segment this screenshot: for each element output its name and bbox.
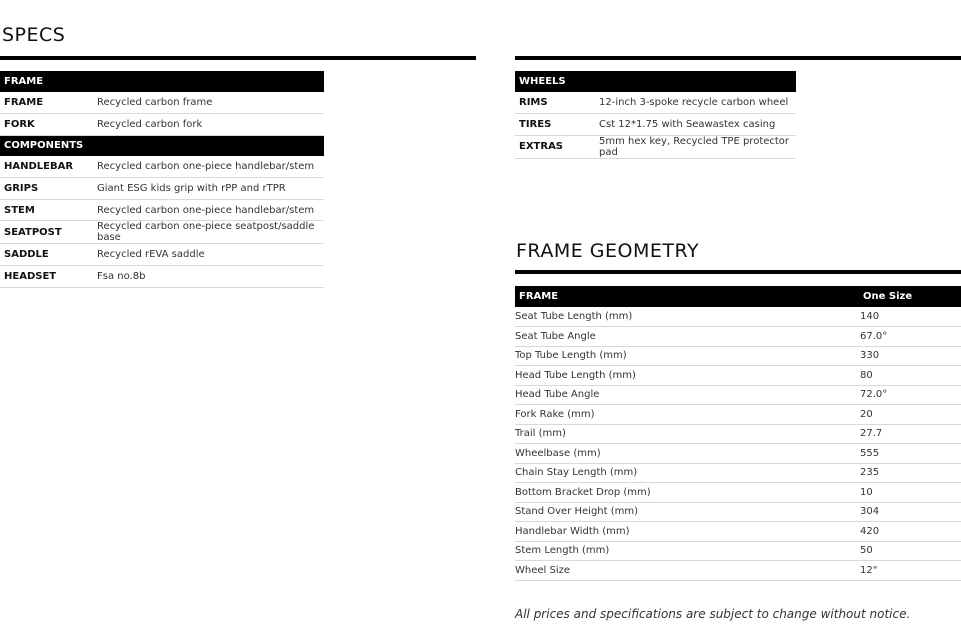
spec-key: GRIPS [0, 178, 97, 200]
spec-row [0, 156, 324, 178]
geometry-value: 420 [860, 522, 961, 542]
geometry-label: Wheelbase (mm) [515, 444, 860, 464]
geometry-value: 12" [860, 561, 961, 581]
geometry-row [515, 424, 961, 444]
spec-key: SADDLE [0, 244, 97, 266]
geometry-row [515, 366, 961, 386]
geometry-title: FRAME GEOMETRY [516, 240, 700, 262]
geometry-col-size: One Size [860, 286, 961, 307]
geometry-label: Wheel Size [515, 561, 860, 581]
geometry-value: 140 [860, 307, 961, 327]
geometry-col-frame: FRAME [515, 286, 860, 307]
spec-key: STEM [0, 199, 97, 221]
geometry-value: 10 [860, 483, 961, 503]
spec-value: Recycled carbon one-piece handlebar/stem [97, 199, 324, 221]
geometry-row [515, 307, 961, 327]
geometry-row [515, 463, 961, 483]
geometry-label: Bottom Bracket Drop (mm) [515, 483, 860, 503]
geometry-row [515, 385, 961, 405]
geometry-row [515, 561, 961, 581]
specs-title: SPECS [2, 24, 66, 46]
spec-key: RIMS [515, 92, 599, 114]
spec-value: Recycled rEVA saddle [97, 244, 324, 266]
spec-group-header-wheels [515, 71, 796, 92]
geometry-label: Seat Tube Angle [515, 327, 860, 347]
geometry-value: 304 [860, 502, 961, 522]
geometry-value: 50 [860, 541, 961, 561]
spec-value: 12-inch 3-spoke recycle carbon wheel [599, 92, 796, 114]
geometry-label: Seat Tube Length (mm) [515, 307, 860, 327]
geometry-value: 72.0° [860, 385, 961, 405]
specs-rule-right [515, 56, 961, 60]
spec-value: Recycled carbon fork [97, 114, 324, 136]
specs-table-frame-components [0, 71, 324, 288]
specs-table-wheels [515, 71, 796, 159]
spec-row [0, 178, 324, 200]
geometry-label: Trail (mm) [515, 424, 860, 444]
spec-row [0, 221, 324, 244]
geometry-label: Stem Length (mm) [515, 541, 860, 561]
group-header-label: WHEELS [515, 71, 796, 92]
geometry-value: 80 [860, 366, 961, 386]
geometry-value: 20 [860, 405, 961, 425]
specs-rule-left [0, 56, 476, 60]
spec-value: Recycled carbon one-piece handlebar/stem [97, 156, 324, 178]
geometry-label: Stand Over Height (mm) [515, 502, 860, 522]
geometry-value: 235 [860, 463, 961, 483]
spec-row [0, 244, 324, 266]
spec-key: EXTRAS [515, 135, 599, 158]
geometry-row [515, 327, 961, 347]
spec-key: FRAME [0, 92, 97, 114]
geometry-row [515, 483, 961, 503]
spec-group-header-components [0, 135, 324, 156]
spec-value: Cst 12*1.75 with Seawastex casing [599, 114, 796, 136]
spec-row [515, 92, 796, 114]
disclaimer-footnote: All prices and specifications are subject to change without notice. [515, 607, 911, 621]
group-header-label: FRAME [0, 71, 324, 92]
spec-value: Recycled carbon frame [97, 92, 324, 114]
geometry-table [515, 286, 961, 581]
spec-group-header-frame [0, 71, 324, 92]
spec-row [0, 114, 324, 136]
spec-key: HEADSET [0, 266, 97, 288]
geometry-value: 555 [860, 444, 961, 464]
spec-row [515, 114, 796, 136]
geometry-label: Chain Stay Length (mm) [515, 463, 860, 483]
geometry-row [515, 522, 961, 542]
spec-value: Giant ESG kids grip with rPP and rTPR [97, 178, 324, 200]
spec-key: SEATPOST [0, 221, 97, 244]
geometry-label: Fork Rake (mm) [515, 405, 860, 425]
spec-row [0, 199, 324, 221]
spec-key: HANDLEBAR [0, 156, 97, 178]
geometry-label: Head Tube Length (mm) [515, 366, 860, 386]
geometry-label: Head Tube Angle [515, 385, 860, 405]
spec-value: 5mm hex key, Recycled TPE protector pad [599, 135, 796, 158]
geometry-row [515, 502, 961, 522]
spec-value: Recycled carbon one-piece seatpost/saddle base [97, 221, 324, 244]
spec-key: FORK [0, 114, 97, 136]
geometry-row [515, 346, 961, 366]
geometry-value: 330 [860, 346, 961, 366]
spec-key: TIRES [515, 114, 599, 136]
geometry-header-row [515, 286, 961, 307]
spec-row [0, 92, 324, 114]
geometry-value: 67.0° [860, 327, 961, 347]
group-header-label: COMPONENTS [0, 135, 324, 156]
spec-row [515, 135, 796, 158]
geometry-row [515, 541, 961, 561]
spec-value: Fsa no.8b [97, 266, 324, 288]
geometry-row [515, 405, 961, 425]
geometry-row [515, 444, 961, 464]
geometry-rule [515, 270, 961, 274]
geometry-value: 27.7 [860, 424, 961, 444]
spec-row [0, 266, 324, 288]
geometry-label: Top Tube Length (mm) [515, 346, 860, 366]
geometry-label: Handlebar Width (mm) [515, 522, 860, 542]
